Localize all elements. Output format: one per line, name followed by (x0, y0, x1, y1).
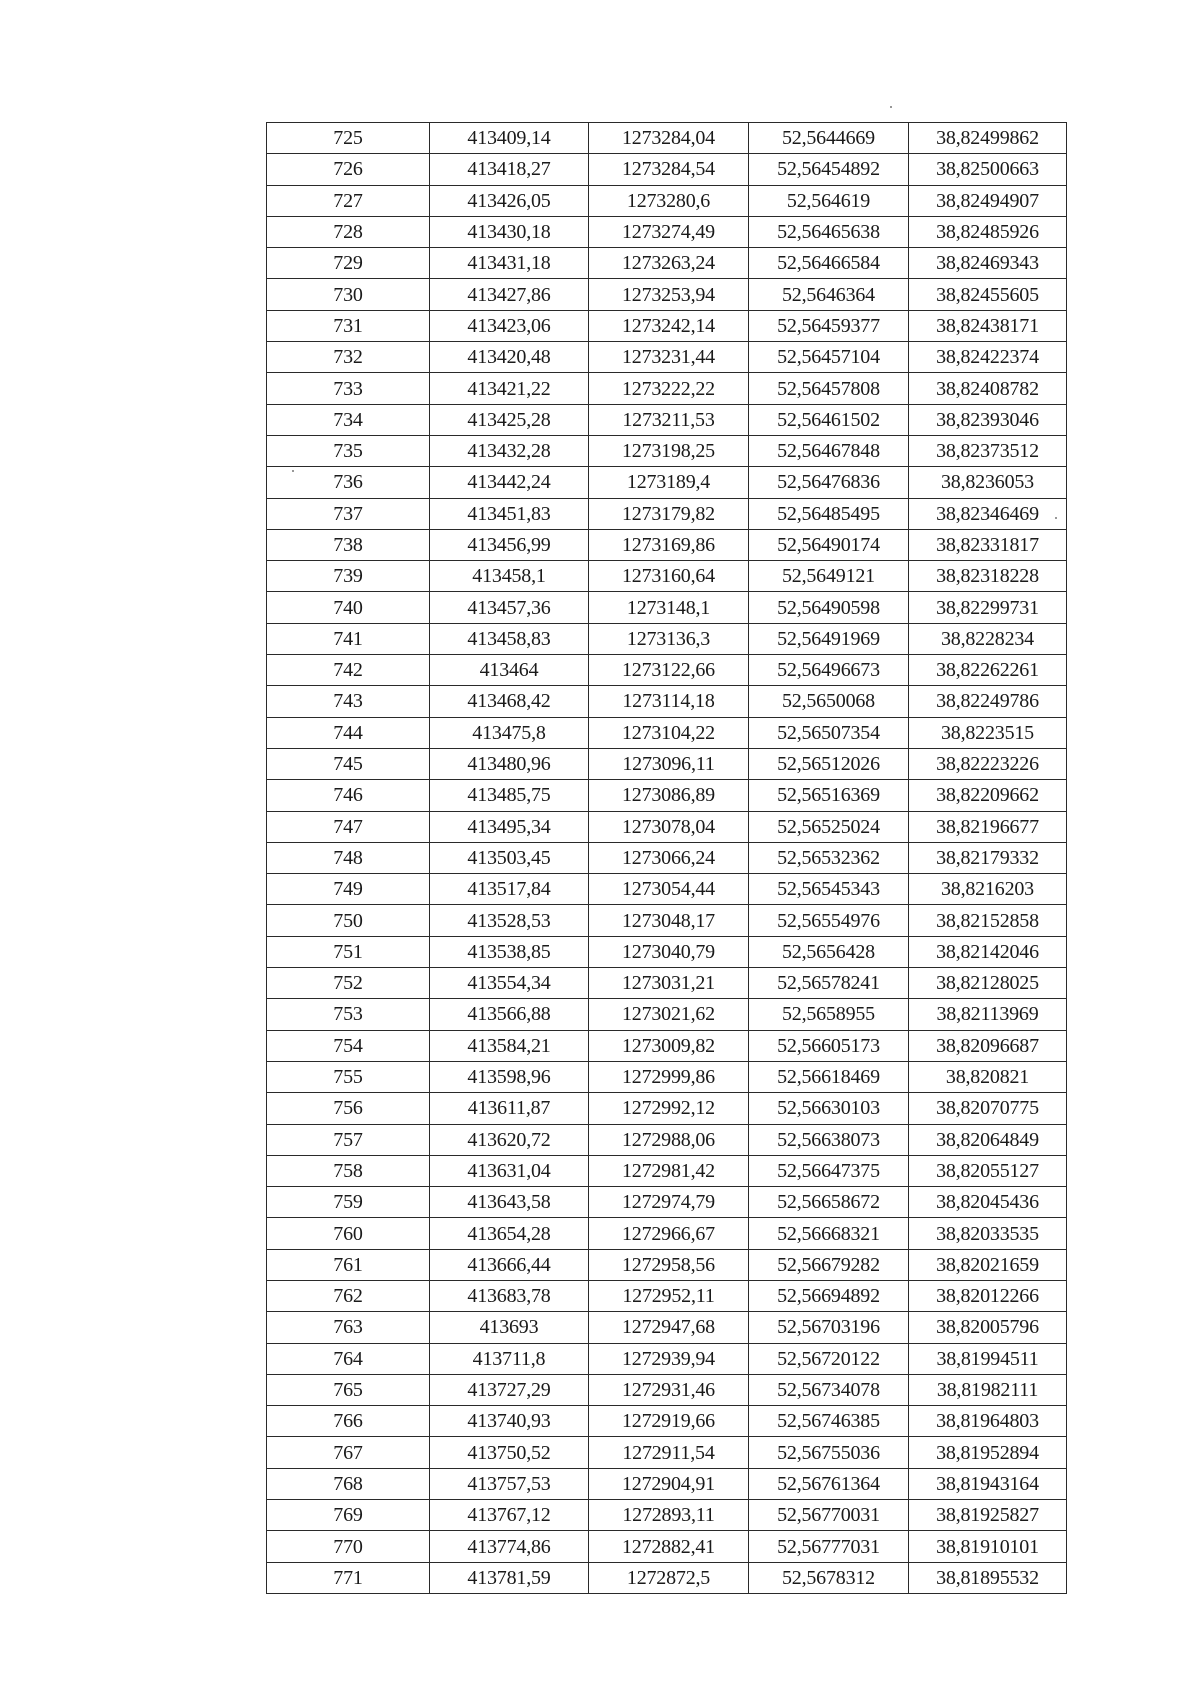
y-coordinate-cell: 1272966,67 (589, 1218, 749, 1249)
point-number-cell: 766 (267, 1406, 430, 1437)
x-coordinate-cell: 413458,83 (430, 623, 589, 654)
table-row (267, 498, 1067, 529)
point-number-cell: 763 (267, 1312, 430, 1343)
x-coordinate-cell: 413666,44 (430, 1249, 589, 1280)
longitude-cell: 38,82318228 (909, 561, 1067, 592)
longitude-cell: 38,81982111 (909, 1374, 1067, 1405)
table-row (267, 1531, 1067, 1562)
y-coordinate-cell: 1273021,62 (589, 999, 749, 1030)
table-row (267, 905, 1067, 936)
table-row (267, 1500, 1067, 1531)
point-number-cell: 768 (267, 1468, 430, 1499)
latitude-cell: 52,56605173 (749, 1030, 909, 1061)
x-coordinate-cell: 413654,28 (430, 1218, 589, 1249)
table-row (267, 655, 1067, 686)
longitude-cell: 38,81925827 (909, 1500, 1067, 1531)
x-coordinate-cell: 413421,22 (430, 373, 589, 404)
table-row (267, 1437, 1067, 1468)
point-number-cell: 746 (267, 780, 430, 811)
x-coordinate-cell: 413495,34 (430, 811, 589, 842)
x-coordinate-cell: 413781,59 (430, 1562, 589, 1593)
table-row (267, 592, 1067, 623)
table-row (267, 1343, 1067, 1374)
point-number-cell: 765 (267, 1374, 430, 1405)
table-row (267, 310, 1067, 341)
x-coordinate-cell: 413426,05 (430, 185, 589, 216)
y-coordinate-cell: 1273048,17 (589, 905, 749, 936)
longitude-cell: 38,82012266 (909, 1280, 1067, 1311)
table-row (267, 404, 1067, 435)
x-coordinate-cell: 413451,83 (430, 498, 589, 529)
longitude-cell: 38,8223515 (909, 717, 1067, 748)
x-coordinate-cell: 413423,06 (430, 310, 589, 341)
point-number-cell: 748 (267, 842, 430, 873)
point-number-cell: 757 (267, 1124, 430, 1155)
x-coordinate-cell: 413427,86 (430, 279, 589, 310)
latitude-cell: 52,56545343 (749, 874, 909, 905)
table-row (267, 435, 1067, 466)
table-row (267, 1061, 1067, 1092)
table-row (267, 717, 1067, 748)
longitude-cell: 38,82485926 (909, 216, 1067, 247)
point-number-cell: 754 (267, 1030, 430, 1061)
latitude-cell: 52,56746385 (749, 1406, 909, 1437)
table-row (267, 1030, 1067, 1061)
latitude-cell: 52,56490174 (749, 529, 909, 560)
longitude-cell: 38,82045436 (909, 1187, 1067, 1218)
latitude-cell: 52,56465638 (749, 216, 909, 247)
latitude-cell: 52,5646364 (749, 279, 909, 310)
table-row (267, 936, 1067, 967)
point-number-cell: 761 (267, 1249, 430, 1280)
point-number-cell: 767 (267, 1437, 430, 1468)
latitude-cell: 52,56647375 (749, 1155, 909, 1186)
table-row (267, 1406, 1067, 1437)
y-coordinate-cell: 1273031,21 (589, 968, 749, 999)
table-row (267, 999, 1067, 1030)
table-row (267, 842, 1067, 873)
y-coordinate-cell: 1272952,11 (589, 1280, 749, 1311)
table-row (267, 279, 1067, 310)
longitude-cell: 38,82033535 (909, 1218, 1067, 1249)
point-number-cell: 734 (267, 404, 430, 435)
point-number-cell: 733 (267, 373, 430, 404)
table-row (267, 811, 1067, 842)
longitude-cell: 38,82142046 (909, 936, 1067, 967)
y-coordinate-cell: 1273148,1 (589, 592, 749, 623)
longitude-cell: 38,82331817 (909, 529, 1067, 560)
table-row (267, 686, 1067, 717)
x-coordinate-cell: 413458,1 (430, 561, 589, 592)
latitude-cell: 52,56496673 (749, 655, 909, 686)
longitude-cell: 38,82196677 (909, 811, 1067, 842)
y-coordinate-cell: 1272981,42 (589, 1155, 749, 1186)
point-number-cell: 735 (267, 435, 430, 466)
latitude-cell: 52,564619 (749, 185, 909, 216)
y-coordinate-cell: 1273086,89 (589, 780, 749, 811)
longitude-cell: 38,81952894 (909, 1437, 1067, 1468)
latitude-cell: 52,56630103 (749, 1093, 909, 1124)
latitude-cell: 52,56668321 (749, 1218, 909, 1249)
point-number-cell: 755 (267, 1061, 430, 1092)
latitude-cell: 52,56491969 (749, 623, 909, 654)
table-row (267, 874, 1067, 905)
longitude-cell: 38,82373512 (909, 435, 1067, 466)
latitude-cell: 52,56658672 (749, 1187, 909, 1218)
longitude-cell: 38,81964803 (909, 1406, 1067, 1437)
table-row (267, 1562, 1067, 1593)
longitude-cell: 38,82500663 (909, 154, 1067, 185)
x-coordinate-cell: 413611,87 (430, 1093, 589, 1124)
y-coordinate-cell: 1272882,41 (589, 1531, 749, 1562)
x-coordinate-cell: 413430,18 (430, 216, 589, 247)
longitude-cell: 38,82179332 (909, 842, 1067, 873)
x-coordinate-cell: 413727,29 (430, 1374, 589, 1405)
longitude-cell: 38,82455605 (909, 279, 1067, 310)
latitude-cell: 52,56532362 (749, 842, 909, 873)
y-coordinate-cell: 1272893,11 (589, 1500, 749, 1531)
point-number-cell: 741 (267, 623, 430, 654)
point-number-cell: 749 (267, 874, 430, 905)
point-number-cell: 753 (267, 999, 430, 1030)
table-row (267, 780, 1067, 811)
table-row (267, 1218, 1067, 1249)
x-coordinate-cell: 413693 (430, 1312, 589, 1343)
x-coordinate-cell: 413620,72 (430, 1124, 589, 1155)
longitude-cell: 38,81910101 (909, 1531, 1067, 1562)
y-coordinate-cell: 1273198,25 (589, 435, 749, 466)
x-coordinate-cell: 413485,75 (430, 780, 589, 811)
point-number-cell: 760 (267, 1218, 430, 1249)
latitude-cell: 52,56457808 (749, 373, 909, 404)
y-coordinate-cell: 1273066,24 (589, 842, 749, 873)
y-coordinate-cell: 1273231,44 (589, 342, 749, 373)
y-coordinate-cell: 1272919,66 (589, 1406, 749, 1437)
latitude-cell: 52,56578241 (749, 968, 909, 999)
latitude-cell: 52,5658955 (749, 999, 909, 1030)
y-coordinate-cell: 1272974,79 (589, 1187, 749, 1218)
longitude-cell: 38,82408782 (909, 373, 1067, 404)
point-number-cell: 728 (267, 216, 430, 247)
table-row (267, 342, 1067, 373)
latitude-cell: 52,56525024 (749, 811, 909, 842)
longitude-cell: 38,8228234 (909, 623, 1067, 654)
x-coordinate-cell: 413643,58 (430, 1187, 589, 1218)
latitude-cell: 52,56703196 (749, 1312, 909, 1343)
latitude-cell: 52,56461502 (749, 404, 909, 435)
longitude-cell: 38,82064849 (909, 1124, 1067, 1155)
point-number-cell: 759 (267, 1187, 430, 1218)
x-coordinate-cell: 413554,34 (430, 968, 589, 999)
y-coordinate-cell: 1273274,49 (589, 216, 749, 247)
longitude-cell: 38,82021659 (909, 1249, 1067, 1280)
latitude-cell: 52,56490598 (749, 592, 909, 623)
table-row (267, 216, 1067, 247)
latitude-cell: 52,56638073 (749, 1124, 909, 1155)
latitude-cell: 52,56512026 (749, 748, 909, 779)
y-coordinate-cell: 1272988,06 (589, 1124, 749, 1155)
point-number-cell: 737 (267, 498, 430, 529)
latitude-cell: 52,56761364 (749, 1468, 909, 1499)
y-coordinate-cell: 1273160,64 (589, 561, 749, 592)
y-coordinate-cell: 1273189,4 (589, 467, 749, 498)
point-number-cell: 736 (267, 467, 430, 498)
point-number-cell: 740 (267, 592, 430, 623)
table-row (267, 968, 1067, 999)
longitude-cell: 38,8216203 (909, 874, 1067, 905)
longitude-cell: 38,82438171 (909, 310, 1067, 341)
table-row (267, 1124, 1067, 1155)
y-coordinate-cell: 1273253,94 (589, 279, 749, 310)
table-row (267, 1155, 1067, 1186)
latitude-cell: 52,56734078 (749, 1374, 909, 1405)
x-coordinate-cell: 413740,93 (430, 1406, 589, 1437)
latitude-cell: 52,56485495 (749, 498, 909, 529)
x-coordinate-cell: 413528,53 (430, 905, 589, 936)
longitude-cell: 38,82113969 (909, 999, 1067, 1030)
x-coordinate-cell: 413432,28 (430, 435, 589, 466)
y-coordinate-cell: 1272992,12 (589, 1093, 749, 1124)
table-row (267, 123, 1067, 154)
x-coordinate-cell: 413503,45 (430, 842, 589, 873)
latitude-cell: 52,56777031 (749, 1531, 909, 1562)
longitude-cell: 38,82005796 (909, 1312, 1067, 1343)
latitude-cell: 52,5649121 (749, 561, 909, 592)
x-coordinate-cell: 413431,18 (430, 248, 589, 279)
longitude-cell: 38,82055127 (909, 1155, 1067, 1186)
x-coordinate-cell: 413409,14 (430, 123, 589, 154)
point-number-cell: 726 (267, 154, 430, 185)
longitude-cell: 38,8236053 (909, 467, 1067, 498)
longitude-cell: 38,82494907 (909, 185, 1067, 216)
table-row (267, 248, 1067, 279)
table-row (267, 1249, 1067, 1280)
latitude-cell: 52,56459377 (749, 310, 909, 341)
y-coordinate-cell: 1273104,22 (589, 717, 749, 748)
longitude-cell: 38,82346469 (909, 498, 1067, 529)
coordinates-table (266, 122, 1067, 1594)
y-coordinate-cell: 1273122,66 (589, 655, 749, 686)
latitude-cell: 52,56476836 (749, 467, 909, 498)
y-coordinate-cell: 1273114,18 (589, 686, 749, 717)
point-number-cell: 731 (267, 310, 430, 341)
longitude-cell: 38,82152858 (909, 905, 1067, 936)
point-number-cell: 727 (267, 185, 430, 216)
longitude-cell: 38,82223226 (909, 748, 1067, 779)
x-coordinate-cell: 413425,28 (430, 404, 589, 435)
point-number-cell: 725 (267, 123, 430, 154)
point-number-cell: 744 (267, 717, 430, 748)
point-number-cell: 732 (267, 342, 430, 373)
x-coordinate-cell: 413418,27 (430, 154, 589, 185)
x-coordinate-cell: 413456,99 (430, 529, 589, 560)
point-number-cell: 743 (267, 686, 430, 717)
y-coordinate-cell: 1273040,79 (589, 936, 749, 967)
table-row (267, 154, 1067, 185)
longitude-cell: 38,82422374 (909, 342, 1067, 373)
latitude-cell: 52,56516369 (749, 780, 909, 811)
scan-speck (1055, 517, 1057, 519)
scan-speck (890, 106, 892, 108)
y-coordinate-cell: 1273136,3 (589, 623, 749, 654)
x-coordinate-cell: 413584,21 (430, 1030, 589, 1061)
point-number-cell: 770 (267, 1531, 430, 1562)
y-coordinate-cell: 1273096,11 (589, 748, 749, 779)
latitude-cell: 52,56618469 (749, 1061, 909, 1092)
x-coordinate-cell: 413464 (430, 655, 589, 686)
y-coordinate-cell: 1273211,53 (589, 404, 749, 435)
y-coordinate-cell: 1272904,91 (589, 1468, 749, 1499)
x-coordinate-cell: 413457,36 (430, 592, 589, 623)
point-number-cell: 738 (267, 529, 430, 560)
table-row (267, 1187, 1067, 1218)
longitude-cell: 38,81895532 (909, 1562, 1067, 1593)
y-coordinate-cell: 1273179,82 (589, 498, 749, 529)
point-number-cell: 769 (267, 1500, 430, 1531)
y-coordinate-cell: 1272931,46 (589, 1374, 749, 1405)
x-coordinate-cell: 413774,86 (430, 1531, 589, 1562)
longitude-cell: 38,82393046 (909, 404, 1067, 435)
longitude-cell: 38,82469343 (909, 248, 1067, 279)
longitude-cell: 38,81943164 (909, 1468, 1067, 1499)
table-row (267, 1468, 1067, 1499)
latitude-cell: 52,56457104 (749, 342, 909, 373)
longitude-cell: 38,820821 (909, 1061, 1067, 1092)
scan-speck (292, 470, 294, 472)
x-coordinate-cell: 413750,52 (430, 1437, 589, 1468)
latitude-cell: 52,5650068 (749, 686, 909, 717)
point-number-cell: 771 (267, 1562, 430, 1593)
point-number-cell: 745 (267, 748, 430, 779)
y-coordinate-cell: 1273284,54 (589, 154, 749, 185)
latitude-cell: 52,56679282 (749, 1249, 909, 1280)
longitude-cell: 38,82128025 (909, 968, 1067, 999)
table-row (267, 185, 1067, 216)
latitude-cell: 52,56755036 (749, 1437, 909, 1468)
table-row (267, 561, 1067, 592)
table-row (267, 373, 1067, 404)
y-coordinate-cell: 1273169,86 (589, 529, 749, 560)
x-coordinate-cell: 413475,8 (430, 717, 589, 748)
y-coordinate-cell: 1272911,54 (589, 1437, 749, 1468)
longitude-cell: 38,82096687 (909, 1030, 1067, 1061)
x-coordinate-cell: 413517,84 (430, 874, 589, 905)
latitude-cell: 52,56770031 (749, 1500, 909, 1531)
y-coordinate-cell: 1272999,86 (589, 1061, 749, 1092)
x-coordinate-cell: 413480,96 (430, 748, 589, 779)
x-coordinate-cell: 413420,48 (430, 342, 589, 373)
x-coordinate-cell: 413598,96 (430, 1061, 589, 1092)
table-row (267, 1093, 1067, 1124)
latitude-cell: 52,56720122 (749, 1343, 909, 1374)
y-coordinate-cell: 1273222,22 (589, 373, 749, 404)
x-coordinate-cell: 413468,42 (430, 686, 589, 717)
y-coordinate-cell: 1273009,82 (589, 1030, 749, 1061)
point-number-cell: 742 (267, 655, 430, 686)
x-coordinate-cell: 413566,88 (430, 999, 589, 1030)
point-number-cell: 764 (267, 1343, 430, 1374)
x-coordinate-cell: 413442,24 (430, 467, 589, 498)
y-coordinate-cell: 1273078,04 (589, 811, 749, 842)
latitude-cell: 52,56454892 (749, 154, 909, 185)
latitude-cell: 52,56467848 (749, 435, 909, 466)
latitude-cell: 52,56507354 (749, 717, 909, 748)
y-coordinate-cell: 1273284,04 (589, 123, 749, 154)
y-coordinate-cell: 1272939,94 (589, 1343, 749, 1374)
longitude-cell: 38,82499862 (909, 123, 1067, 154)
point-number-cell: 752 (267, 968, 430, 999)
x-coordinate-cell: 413767,12 (430, 1500, 589, 1531)
y-coordinate-cell: 1273242,14 (589, 310, 749, 341)
table-row (267, 1280, 1067, 1311)
latitude-cell: 52,56694892 (749, 1280, 909, 1311)
x-coordinate-cell: 413683,78 (430, 1280, 589, 1311)
table-row (267, 529, 1067, 560)
point-number-cell: 751 (267, 936, 430, 967)
point-number-cell: 762 (267, 1280, 430, 1311)
y-coordinate-cell: 1273280,6 (589, 185, 749, 216)
point-number-cell: 747 (267, 811, 430, 842)
longitude-cell: 38,82299731 (909, 592, 1067, 623)
y-coordinate-cell: 1272872,5 (589, 1562, 749, 1593)
y-coordinate-cell: 1272947,68 (589, 1312, 749, 1343)
point-number-cell: 739 (267, 561, 430, 592)
point-number-cell: 750 (267, 905, 430, 936)
point-number-cell: 730 (267, 279, 430, 310)
longitude-cell: 38,82209662 (909, 780, 1067, 811)
x-coordinate-cell: 413711,8 (430, 1343, 589, 1374)
latitude-cell: 52,5656428 (749, 936, 909, 967)
y-coordinate-cell: 1273263,24 (589, 248, 749, 279)
point-number-cell: 758 (267, 1155, 430, 1186)
latitude-cell: 52,5644669 (749, 123, 909, 154)
latitude-cell: 52,56554976 (749, 905, 909, 936)
longitude-cell: 38,82262261 (909, 655, 1067, 686)
longitude-cell: 38,82070775 (909, 1093, 1067, 1124)
x-coordinate-cell: 413757,53 (430, 1468, 589, 1499)
latitude-cell: 52,56466584 (749, 248, 909, 279)
longitude-cell: 38,81994511 (909, 1343, 1067, 1374)
x-coordinate-cell: 413538,85 (430, 936, 589, 967)
table-row (267, 1374, 1067, 1405)
y-coordinate-cell: 1273054,44 (589, 874, 749, 905)
x-coordinate-cell: 413631,04 (430, 1155, 589, 1186)
latitude-cell: 52,5678312 (749, 1562, 909, 1593)
point-number-cell: 756 (267, 1093, 430, 1124)
table-row (267, 623, 1067, 654)
y-coordinate-cell: 1272958,56 (589, 1249, 749, 1280)
table-row (267, 1312, 1067, 1343)
longitude-cell: 38,82249786 (909, 686, 1067, 717)
table-row (267, 467, 1067, 498)
coordinates-table-body (267, 123, 1067, 1594)
point-number-cell: 729 (267, 248, 430, 279)
table-row (267, 748, 1067, 779)
